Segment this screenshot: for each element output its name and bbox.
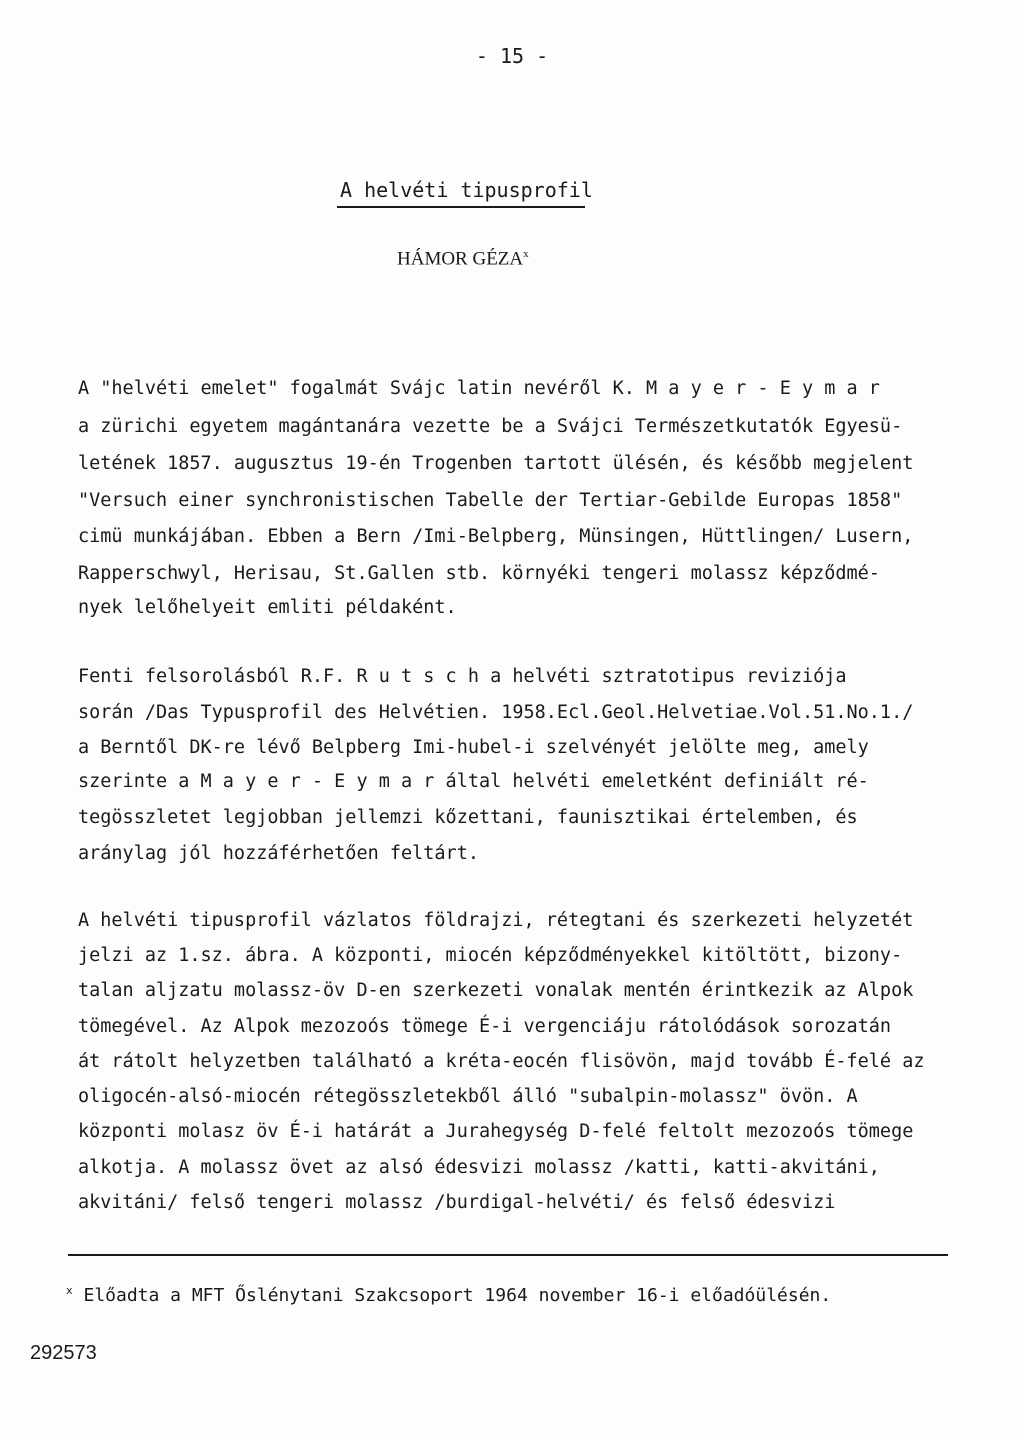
title-underline — [337, 206, 585, 208]
paragraph1-line4: "Versuch einer synchronistischen Tabelle der Tertiar-Gebilde Europas 1858" — [78, 490, 903, 511]
author-text: HÁMOR GÉZA — [397, 248, 524, 270]
paragraph3-line2: jelzi az 1.sz. ábra. A központi, miocén képződményekkel kitöltött, bizony- — [78, 945, 903, 966]
page-number: - 15 - — [475, 44, 549, 68]
paragraph3-line8: alkotja. A molassz övet az alsó édesvizi molassz /katti, katti-akvitáni, — [78, 1157, 880, 1178]
paragraph1-line5: cimü munkájában. Ebben a Bern /Imi-Belpberg, Münsingen, Hüttlingen/ Lusern, — [78, 526, 914, 547]
footnote-mark: x — [66, 1284, 73, 1297]
paragraph2-line1: Fenti felsorolásból R.F. R u t s c h a helvéti sztratotipus reviziója — [78, 666, 847, 687]
paragraph3-line3: talan aljzatu molassz-öv D-en szerkezeti vonalak mentén érintkezik az Alpok — [78, 980, 914, 1001]
paragraph2-line3: a Berntől DK-re lévő Belpberg Imi-hubel-i szelvényét jelölte meg, amely — [78, 737, 869, 758]
paragraph2-line4: szerinte a M a y e r - E y m a r által helvéti emeletként definiált ré- — [78, 771, 869, 792]
paragraph1-line1: A "helvéti emelet" fogalmát Svájc latin nevéről K. M a y e r - E y m a r — [78, 378, 880, 399]
footnote-text: Előadta a MFT Őslénytani Szakcsoport 1964 november 16-i előadóülésén. — [83, 1285, 832, 1306]
paragraph1-line7: nyek lelőhelyeit emliti példaként. — [78, 597, 457, 618]
paragraph3-line7: központi molasz öv É-i határát a Jurahegység D-felé feltolt mezozoós tömege — [78, 1121, 914, 1142]
paragraph1-line2: a zürichi egyetem magántanára vezette be a Svájci Természetkutatók Egyesü- — [78, 416, 903, 437]
author-footnote-mark: x — [523, 248, 529, 260]
document-title: A helvéti tipusprofil — [340, 178, 593, 202]
footnote-rule — [68, 1254, 948, 1256]
paragraph3-line9: akvitáni/ felső tengeri molassz /burdigal-helvéti/ és felső édesvizi — [78, 1192, 836, 1213]
paragraph2-line6: aránylag jól hozzáférhetően feltárt. — [78, 843, 479, 864]
author-name — [397, 248, 529, 270]
paragraph3-line5: át rátolt helyzetben található a kréta-eocén flisövön, majd tovább É-felé az — [78, 1051, 925, 1072]
paragraph3-line1: A helvéti tipusprofil vázlatos földrajzi, rétegtani és szerkezeti helyzetét — [78, 910, 914, 931]
paragraph3-line6: oligocén-alsó-miocén rétegösszletekből álló "subalpin-molassz" övön. A — [78, 1086, 858, 1107]
paragraph3-line4: tömegével. Az Alpok mezozoós tömege É-i vergenciáju rátolódások sorozatán — [78, 1016, 892, 1037]
paragraph1-line6: Rapperschwyl, Herisau, St.Gallen stb. környéki tengeri molassz képződmé- — [78, 563, 880, 584]
archive-number: 292573 — [30, 1342, 97, 1364]
paragraph2-line2: során /Das Typusprofil des Helvétien. 1958.Ecl.Geol.Helvetiae.Vol.51.No.1./ — [78, 702, 914, 723]
footnote — [66, 1284, 831, 1306]
paragraph1-line3: letének 1857. augusztus 19-én Trogenben tartott ülésén, és később megjelent — [78, 453, 914, 474]
paragraph2-line5: tegösszletet legjobban jellemzi kőzettani, faunisztikai értelemben, és — [78, 807, 858, 828]
